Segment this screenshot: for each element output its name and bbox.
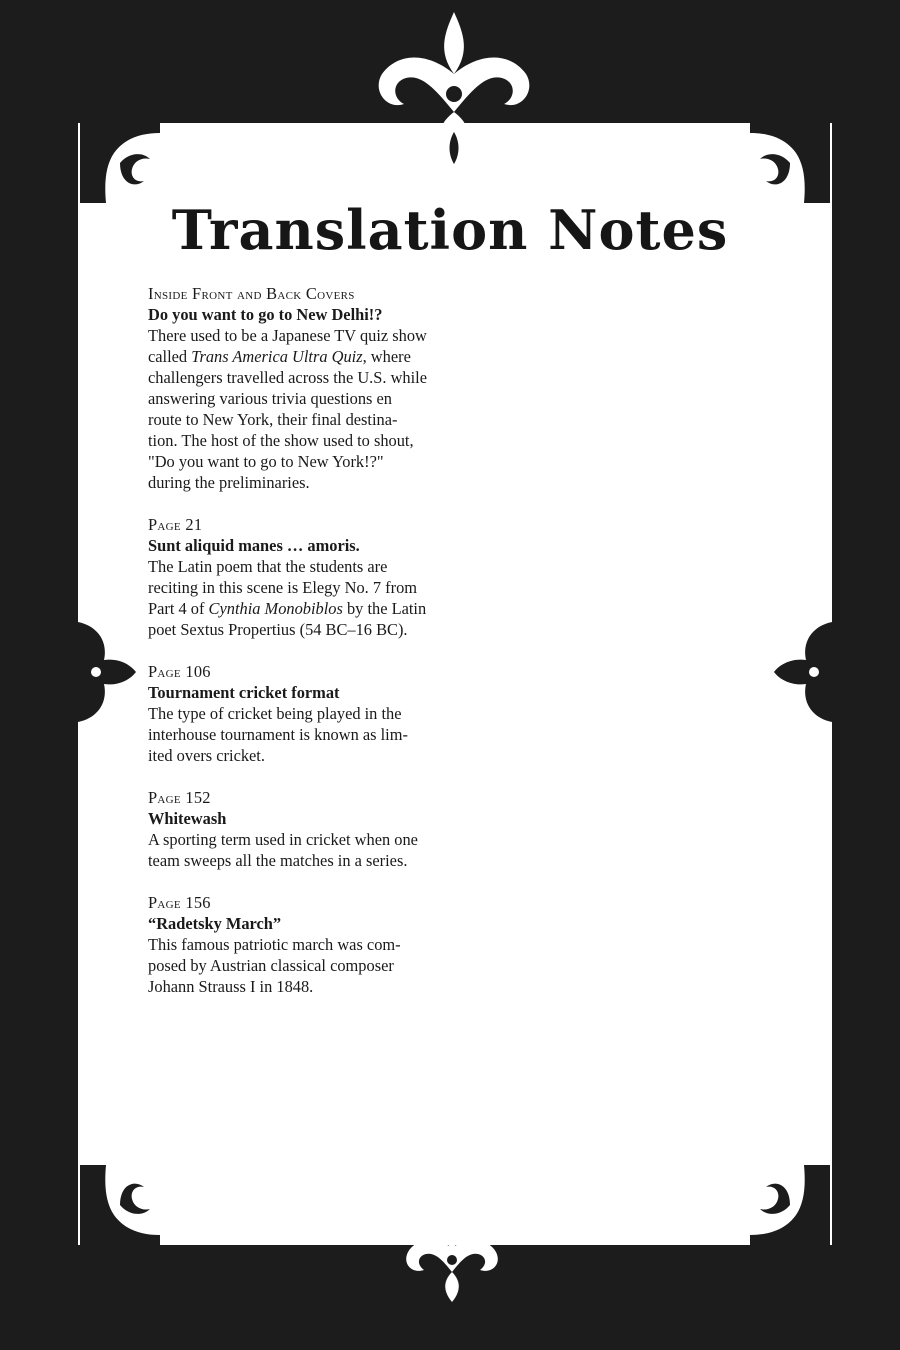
note-item [148, 283, 448, 493]
note-page-ref: Page 156 [148, 893, 211, 912]
notes-list [148, 283, 448, 1018]
corner-ornament-bottom-right-icon [750, 1165, 830, 1245]
side-ornament-right-icon [772, 612, 832, 732]
note-page-ref: Page 152 [148, 788, 211, 807]
corner-ornament-top-left-icon [80, 123, 160, 203]
note-item [148, 514, 448, 640]
poem-title: Cynthia Monobiblos [208, 599, 343, 618]
note-body: The Latin poem that the students are reciting in this scene is Elegy No. 7 from Part 4 of Cynthia Monobiblos by the Latin poet Sextus Propertius (54 BC–16 BC). [148, 557, 427, 639]
note-item [148, 661, 448, 766]
note-page-ref: Page 21 [148, 515, 203, 534]
note-page-ref: Inside Front and Back Covers [148, 284, 355, 303]
page-title: Translation Notes [171, 198, 729, 262]
note-heading: Whitewash [148, 809, 227, 828]
bottom-fleur-ornament-icon [402, 1212, 502, 1302]
corner-ornament-top-right-icon [750, 123, 830, 203]
note-heading: Sunt aliquid manes … amoris. [148, 536, 360, 555]
top-fleur-ornament-icon [368, 12, 540, 182]
note-page-ref: Page 106 [148, 662, 211, 681]
show-title: Trans America Ultra Quiz [191, 347, 363, 366]
note-heading: “Radetsky March” [148, 914, 282, 933]
note-heading: Tournament cricket format [148, 683, 340, 702]
note-body: There used to be a Japanese TV quiz show called Trans America Ultra Quiz, where challengers travelled across the U.S. while answering various trivia questions en route to New York, their final destina- tion. The host of the show used to shout, "Do you want to go to New York!?" during the preliminaries. [148, 326, 428, 492]
note-heading: Do you want to go to New Delhi!? [148, 305, 383, 324]
corner-ornament-bottom-left-icon [80, 1165, 160, 1245]
note-item [148, 892, 448, 997]
note-body: This famous patriotic march was com- posed by Austrian classical composer Johann Strauss I in 1848. [148, 935, 401, 996]
note-item [148, 787, 448, 871]
note-body: The type of cricket being played in the interhouse tournament is known as lim- ited overs cricket. [148, 704, 408, 765]
note-body: A sporting term used in cricket when one team sweeps all the matches in a series. [148, 830, 418, 870]
side-ornament-left-icon [78, 612, 138, 732]
